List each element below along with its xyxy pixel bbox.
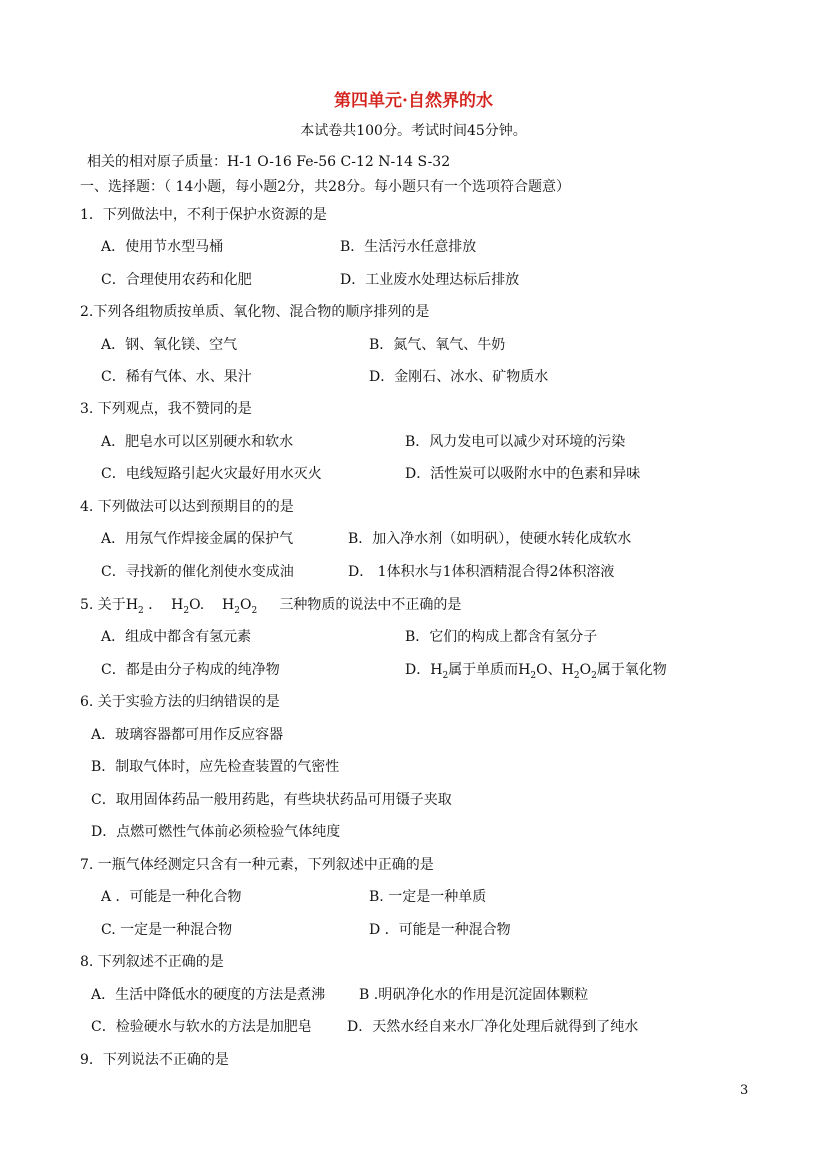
h2-formula: $H_2$: [125, 597, 144, 616]
question-1-option-c: C．合理使用农药和化肥: [101, 272, 252, 288]
question-3-option-a: A．肥皂水可以区别硬水和软水: [101, 434, 294, 450]
page-title: 第四单元·自然界的水: [334, 91, 493, 111]
question-5-option-c: C．都是由分子构成的纯净物: [101, 662, 280, 678]
question-7-stem: 7. 一瓶气体经测定只含有一种元素，下列叙述中正确的是: [80, 857, 434, 873]
option-d-letter: D．: [405, 662, 431, 678]
question-1-option-b: B．生活污水任意排放: [340, 239, 477, 255]
question-5-option-b: B．它们的构成上都含有氢分子: [405, 629, 598, 645]
question-5-stem-suffix: 三种物质的说法中不正确的是: [279, 597, 462, 613]
question-9-stem: 9．下列说法不正确的是: [80, 1052, 229, 1068]
question-6-stem: 6. 关于实验方法的归纳错误的是: [80, 694, 280, 710]
exam-info: 本试卷共100分。考试时间45分钟。: [300, 123, 527, 139]
question-8-option-d: D．天然水经自来水厂净化处理后就得到了纯水: [347, 1019, 639, 1035]
separator-text: ．: [143, 597, 172, 613]
question-2-option-a: A．钢、氧化镁、空气: [101, 337, 238, 353]
question-2-option-b: B．氮气、氧气、牛奶: [369, 337, 506, 353]
question-4-stem: 4. 下列做法可以达到预期目的的是: [80, 499, 294, 515]
question-8-stem: 8. 下列叙述不正确的是: [80, 954, 224, 970]
question-1-stem: 1．下列做法中，不利于保护水资源的是: [80, 207, 327, 223]
h2o2-formula: $H_2O_2$: [222, 597, 258, 616]
h2o-formula: $H_2O$: [518, 662, 548, 681]
question-2-option-d: D．金刚石、冰水、矿物质水: [369, 369, 549, 385]
question-8-option-b: B .明矾净化水的作用是沉淀固体颗粒: [359, 987, 589, 1003]
question-8-option-a: A．生活中降低水的硬度的方法是煮沸: [91, 987, 326, 1003]
question-3-option-d: D．活性炭可以吸附水中的色素和异味: [405, 466, 641, 482]
atomic-masses: 相关的相对原子质量：H-1 O-16 Fe-56 C-12 N-14 S-32: [87, 154, 451, 170]
question-5-option-a: A．组成中都含有氢元素: [101, 629, 252, 645]
h2o2-formula: $H_2O_2$: [561, 662, 597, 681]
page-number: 3: [740, 1083, 749, 1098]
h2o-formula: $H_2O$.: [171, 597, 205, 616]
question-5-stem: [80, 596, 461, 620]
h2-formula: $H_2$: [430, 662, 449, 681]
section-heading: 一、选择题：（ 14小题，每小题2分，共28分。每小题只有一个选项符合题意）: [80, 179, 570, 195]
question-2-stem: 2.下列各组物质按单质、氧化物、混合物的顺序排列的是: [80, 304, 430, 320]
question-7-option-c: C. 一定是一种混合物: [101, 922, 233, 938]
question-6-option-c: C．取用固体药品一般用药匙，有些块状药品可用镊子夹取: [91, 792, 452, 808]
question-5-stem-prefix: 5. 关于: [80, 597, 126, 613]
question-4-option-a: A．用氖气作焊接金属的保护气: [101, 531, 294, 547]
question-3-option-b: B．风力发电可以减少对环境的污染: [405, 434, 626, 450]
question-8-option-c: C．检验硬水与软水的方法是加肥皂: [91, 1019, 312, 1035]
question-7-option-d: D ．可能是一种混合物: [369, 922, 511, 938]
question-4-option-d: D． 1体积水与1体积酒精混合得2体积溶液: [348, 564, 615, 580]
question-4-option-b: B．加入净水剂（如明矾），使硬水转化成软水: [348, 531, 632, 547]
option-d-suffix: 属于氧化物: [596, 662, 667, 678]
question-5-option-d: D．$H_2$属于单质而$H_2O$、$H_2O_2$属于氧化物: [405, 661, 667, 685]
question-7-option-b: B. 一定是一种单质: [369, 889, 487, 905]
question-1-option-a: A．使用节水型马桶: [101, 239, 224, 255]
question-6-option-d: D．点燃可燃性气体前必须检验气体纯度: [91, 824, 341, 840]
option-d-middle: 属于单质而: [448, 662, 519, 678]
question-3-option-c: C．电线短路引起火灾最好用水灭火: [101, 466, 322, 482]
question-3-stem: 3. 下列观点，我不赞同的是: [80, 401, 252, 417]
question-1-option-d: D．工业废水处理达标后排放: [340, 272, 520, 288]
question-7-option-a: A ．可能是一种化合物: [101, 889, 242, 905]
question-6-option-a: A．玻璃容器都可用作反应容器: [91, 727, 284, 743]
question-4-option-c: C．寻找新的催化剂使水变成油: [101, 564, 294, 580]
question-2-option-c: C．稀有气体、水、果汁: [101, 369, 252, 385]
question-6-option-b: B．制取气体时，应先检查装置的气密性: [91, 759, 340, 775]
